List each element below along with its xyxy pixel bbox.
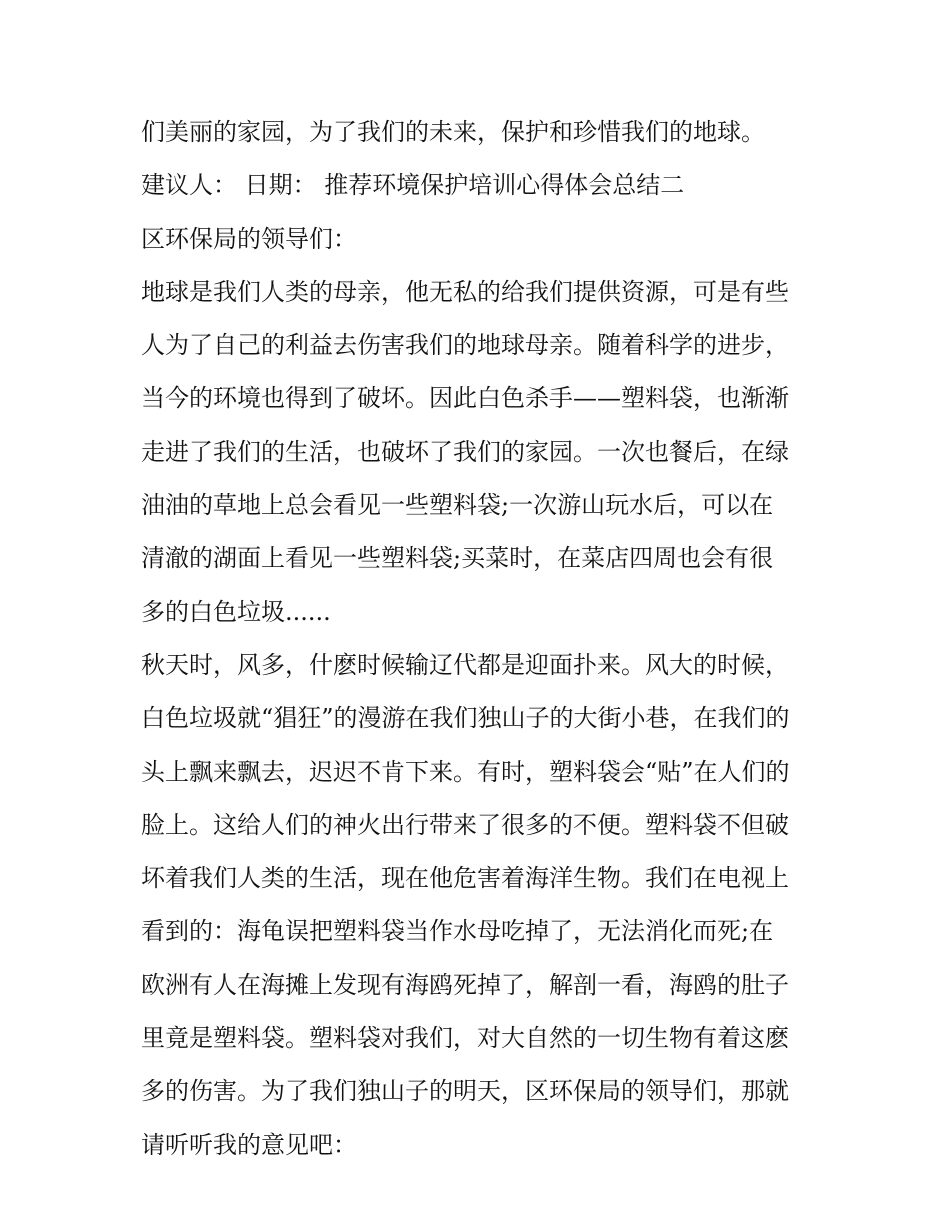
text-line: 头上飘来飘去，迟迟不肯下来。有时，塑料袋会“贴”在人们的 bbox=[141, 757, 790, 786]
text-line: 人为了自己的利益去伤害我们的地球母亲。随着科学的进步， bbox=[141, 331, 789, 360]
text-line: 秋天时，风多，什麽时候输辽代都是迎面扑来。风大的时候， bbox=[141, 650, 789, 679]
document-page bbox=[141, 106, 821, 1172]
text-line: 多的伤害。为了我们独山子的明天，区环保局的领导们，那就 bbox=[141, 1077, 789, 1106]
text-line: 多的白色垃圾...... bbox=[141, 597, 331, 626]
text-line: 油油的草地上总会看见一些塑料袋;一次游山玩水后，可以在 bbox=[141, 491, 774, 520]
text-line: 建议人： 日期： 推荐环境保护培训心得体会总结二 bbox=[141, 171, 685, 200]
text-line: 们美丽的家园，为了我们的未来，保护和珍惜我们的地球。 bbox=[141, 118, 765, 146]
text-line: 欧洲有人在海摊上发现有海鸥死掉了，解剖一看，海鸥的肚子 bbox=[141, 970, 789, 999]
text-line: 请听听我的意见吧： bbox=[141, 1130, 357, 1159]
text-line: 地球是我们人类的母亲，他无私的给我们提供资源，可是有些 bbox=[141, 277, 789, 306]
text-line: 清澈的湖面上看见一些塑料袋;买菜时，在菜店四周也会有很 bbox=[141, 544, 774, 573]
text-line: 区环保局的领导们： bbox=[141, 224, 357, 253]
text-line: 脸上。这给人们的神火出行带来了很多的不便。塑料袋不但破 bbox=[141, 810, 789, 839]
text-line: 坏着我们人类的生活，现在他危害着海洋生物。我们在电视上 bbox=[141, 864, 789, 893]
text-line: 看到的：海龟误把塑料袋当作水母吃掉了，无法消化而死;在 bbox=[141, 917, 774, 946]
text-line: 走进了我们的生活，也破坏了我们的家园。一次也餐后，在绿 bbox=[141, 437, 789, 466]
text-line: 里竟是塑料袋。塑料袋对我们，对大自然的一切生物有着这麽 bbox=[141, 1024, 789, 1053]
text-line: 当今的环境也得到了破坏。因此白色杀手——塑料袋，也渐渐 bbox=[141, 384, 789, 413]
text-line: 白色垃圾就“猖狂”的漫游在我们独山子的大街小巷，在我们的 bbox=[141, 704, 790, 733]
